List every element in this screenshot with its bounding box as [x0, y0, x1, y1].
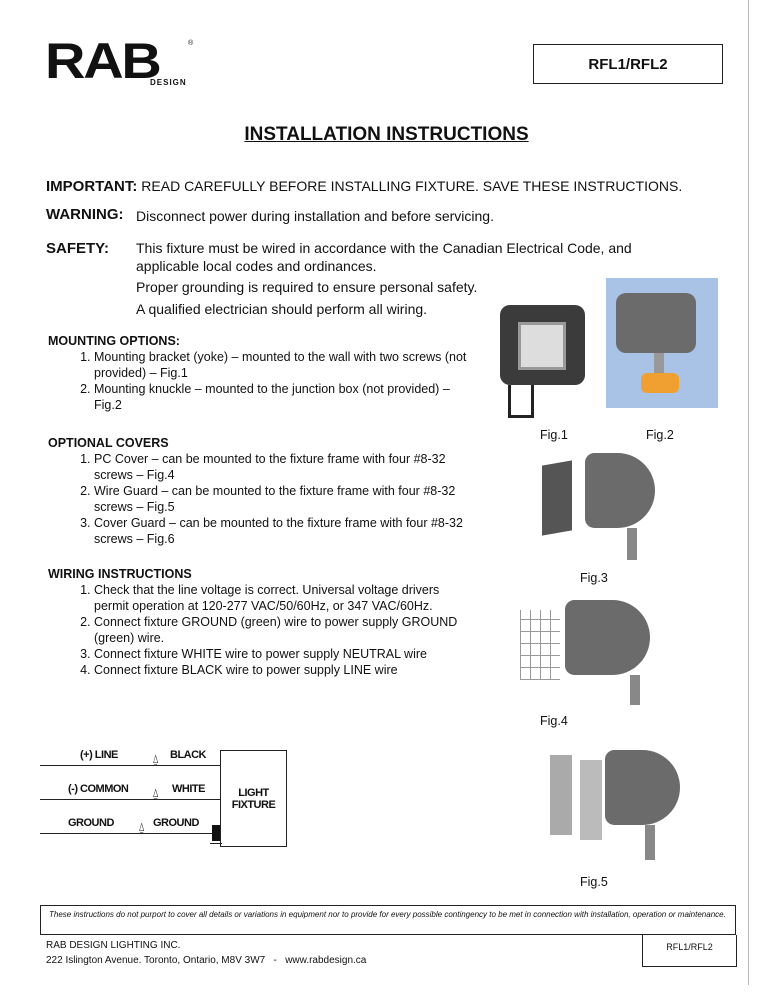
important-label: IMPORTANT:: [46, 178, 138, 195]
fig3-image: [530, 448, 660, 563]
safety-text-3: A qualified electrician should perform all wiring.: [136, 301, 428, 317]
list-item: 2. Connect fixture GROUND (green) wire to power supply GROUND (green) wire.: [94, 614, 468, 646]
fig2-caption: Fig.2: [646, 428, 674, 442]
wiring-instructions: [48, 566, 468, 678]
list-item: 4. Connect fixture BLACK wire to power supply LINE wire: [94, 662, 468, 678]
list-item: 3. Cover Guard – can be mounted to the fixture frame with four #8-32 screws – Fig.6: [94, 515, 468, 547]
registered-mark: ®: [188, 40, 194, 47]
safety-text-1: This fixture must be wired in accordance with the Canadian Electrical Code, and applicable local codes and ordinances.: [136, 240, 632, 274]
company-info: [40, 935, 643, 967]
common-label: (-) COMMON: [68, 783, 129, 795]
important-text: READ CAREFULLY BEFORE INSTALLING FIXTURE. SAVE THESE INSTRUCTIONS.: [141, 178, 683, 194]
list-item: 3. Connect fixture WHITE wire to power supply NEUTRAL wire: [94, 646, 468, 662]
mounting-heading: MOUNTING OPTIONS:: [48, 334, 180, 348]
line-wire: [40, 765, 220, 766]
safety-label: SAFETY:: [46, 240, 110, 257]
wire-nut-icon: ⍙: [152, 752, 160, 766]
optional-covers: [48, 435, 468, 547]
list-item: 2. Mounting knuckle – mounted to the junction box (not provided) – Fig.2: [94, 381, 478, 413]
common-wire: [40, 799, 220, 800]
white-label: WHITE: [172, 783, 205, 795]
fig1-image: [490, 300, 590, 420]
important-line: [46, 175, 682, 198]
logo-subtitle: DESIGN: [150, 78, 187, 87]
model-number: RFL1/RFL2: [533, 44, 723, 84]
ground-label-2: GROUND: [153, 817, 199, 829]
fig1-caption: Fig.1: [540, 428, 568, 442]
fig4-caption: Fig.4: [540, 714, 568, 728]
black-label: BLACK: [170, 749, 206, 761]
page-title: INSTALLATION INSTRUCTIONS: [244, 124, 529, 145]
footer-model: RFL1/RFL2: [642, 935, 737, 967]
fig5-image: [530, 745, 690, 865]
wiring-diagram: [40, 740, 300, 855]
light-fixture-box: [220, 750, 287, 847]
fig5-caption: Fig.5: [580, 875, 608, 889]
ground-terminal-icon: [212, 825, 220, 841]
company-address: 222 Islington Avenue. Toronto, Ontario, M8V 3W7 - www.rabdesign.ca: [46, 955, 367, 966]
fixture-label-2: FIXTURE: [231, 798, 276, 811]
ground-symbol-icon: [210, 843, 222, 850]
wire-nut-icon: ⍙: [138, 820, 146, 834]
wiring-heading: WIRING INSTRUCTIONS: [48, 567, 192, 581]
fig3-caption: Fig.3: [580, 571, 608, 585]
wire-nut-icon: ⍙: [152, 786, 160, 800]
rab-logo: RAB: [45, 33, 160, 89]
fig2-image: [606, 278, 718, 408]
company-name: RAB DESIGN LIGHTING INC.: [46, 940, 181, 951]
page-border-right: [748, 0, 749, 985]
disclaimer: These instructions do not purport to cover all details or variations in equipment nor to provide for every possible contingency to be met in connection with installation, operation or maintenance.: [40, 905, 736, 935]
list-item: 1. PC Cover – can be mounted to the fixture frame with four #8-32 screws – Fig.4: [94, 451, 468, 483]
mounting-options: [48, 333, 478, 413]
line-label: (+) LINE: [80, 749, 118, 761]
warning-label: WARNING:: [46, 206, 124, 223]
fig4-image: [515, 598, 660, 710]
fixture-label-1: LIGHT: [238, 786, 269, 799]
ground-wire: [40, 833, 220, 834]
ground-label: GROUND: [68, 817, 114, 829]
list-item: 1. Check that the line voltage is correct. Universal voltage drivers permit operation at 120-277 VAC/50/60Hz, or 347 VAC/60Hz.: [94, 582, 468, 614]
list-item: 1. Mounting bracket (yoke) – mounted to the wall with two screws (not provided) – Fig.1: [94, 349, 478, 381]
safety-text-2: Proper grounding is required to ensure personal safety.: [136, 279, 478, 295]
warning-text: Disconnect power during installation and before servicing.: [136, 208, 494, 224]
list-item: 2. Wire Guard – can be mounted to the fixture frame with four #8-32 screws – Fig.5: [94, 483, 468, 515]
covers-heading: OPTIONAL COVERS: [48, 436, 169, 450]
